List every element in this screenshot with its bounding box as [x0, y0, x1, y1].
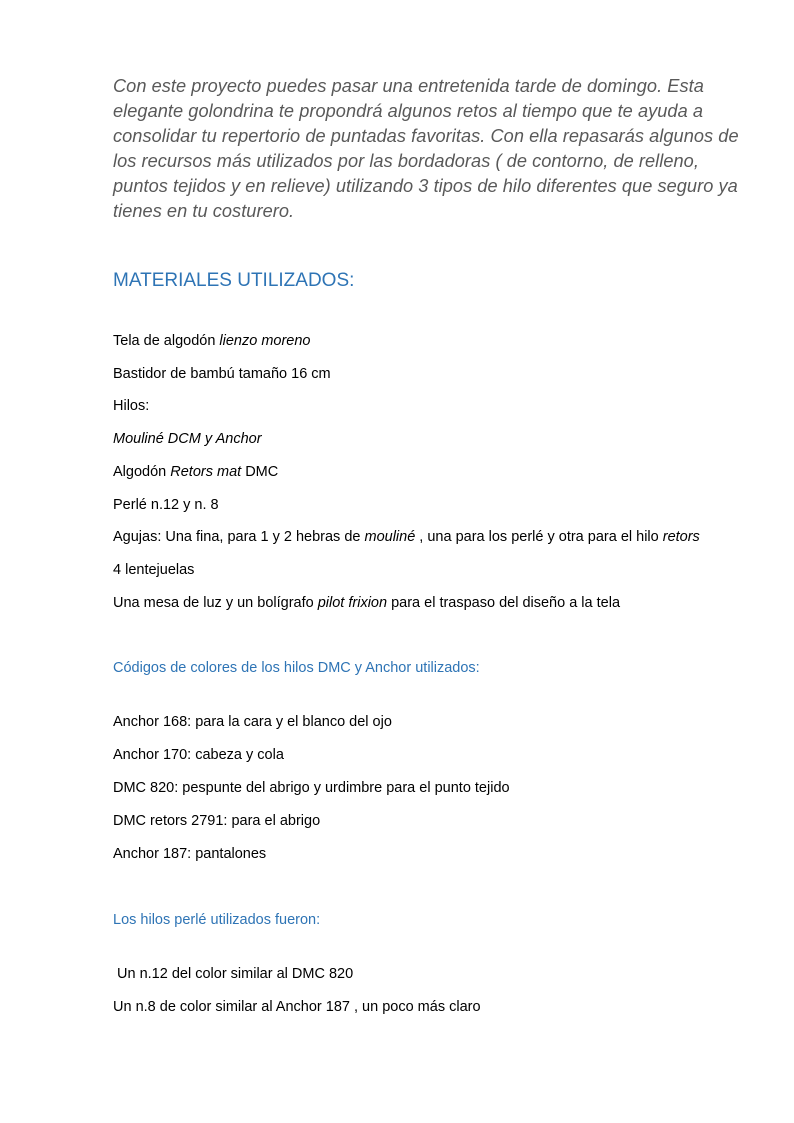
perle-thread-item: Un n.8 de color similar al Anchor 187 , un poco más claro: [113, 999, 481, 1015]
material-lightbox: [113, 594, 620, 612]
material-fabric: [113, 332, 311, 350]
color-code-item: DMC retors 2791: para el abrigo: [113, 813, 321, 829]
material-cotton-type: Retors mat: [170, 464, 242, 480]
material-threads-label: Hilos:: [113, 398, 150, 414]
intro-paragraph: Con este proyecto puedes pasar una entretenida tarde de domingo. Esta elegante golondrina te propondrá algunos retos al tiempo que te ayuda a consolidar tu repertorio de puntadas favoritas. Con ella repasarás algunos de los recursos más utilizados por las bordadoras ( de contorno, de relleno, puntos tejidos y en relieve) utilizando 3 tipos de hilo diferentes que seguro ya tienes en tu costurero.: [113, 76, 739, 221]
color-codes-heading: Códigos de colores de los hilos DMC y Anchor utilizados:: [113, 660, 480, 676]
perle-threads-heading: Los hilos perlé utilizados fueron:: [113, 912, 321, 928]
material-mouline: [113, 430, 262, 448]
material-cotton-post: DMC: [241, 464, 279, 480]
material-hoop: Bastidor de bambú tamaño 16 cm: [113, 366, 331, 382]
material-lightbox-post: para el traspaso del diseño a la tela: [387, 595, 621, 611]
material-fabric-type: lienzo moreno: [219, 333, 311, 349]
color-code-item: Anchor 187: pantalones: [113, 846, 267, 862]
material-mouline-text: Mouliné DCM y Anchor: [113, 431, 262, 447]
material-cotton-pre: Algodón: [113, 464, 171, 480]
material-needles-mouline: mouliné: [364, 529, 416, 545]
material-needles-mid: , una para los perlé y otra para el hilo: [415, 529, 663, 545]
materials-heading: MATERIALES UTILIZADOS:: [113, 270, 355, 291]
material-lightbox-pen: pilot frixion: [317, 595, 388, 611]
material-perle: Perlé n.12 y n. 8: [113, 497, 219, 513]
perle-thread-item: Un n.12 del color similar al DMC 820: [113, 966, 354, 982]
document-page: [113, 0, 753, 1123]
color-code-item: DMC 820: pespunte del abrigo y urdimbre para el punto tejido: [113, 780, 510, 796]
material-sequins: 4 lentejuelas: [113, 562, 195, 578]
color-code-item: Anchor 168: para la cara y el blanco del ojo: [113, 714, 392, 730]
color-code-item: Anchor 170: cabeza y cola: [113, 747, 284, 763]
material-needles: [113, 528, 700, 546]
material-cotton: [113, 463, 278, 481]
material-fabric-text: Tela de algodón: [113, 333, 220, 349]
material-needles-retors: retors: [662, 529, 700, 545]
material-needles-pre: Agujas: Una fina, para 1 y 2 hebras de: [113, 529, 365, 545]
material-lightbox-pre: Una mesa de luz y un bolígrafo: [113, 595, 318, 611]
